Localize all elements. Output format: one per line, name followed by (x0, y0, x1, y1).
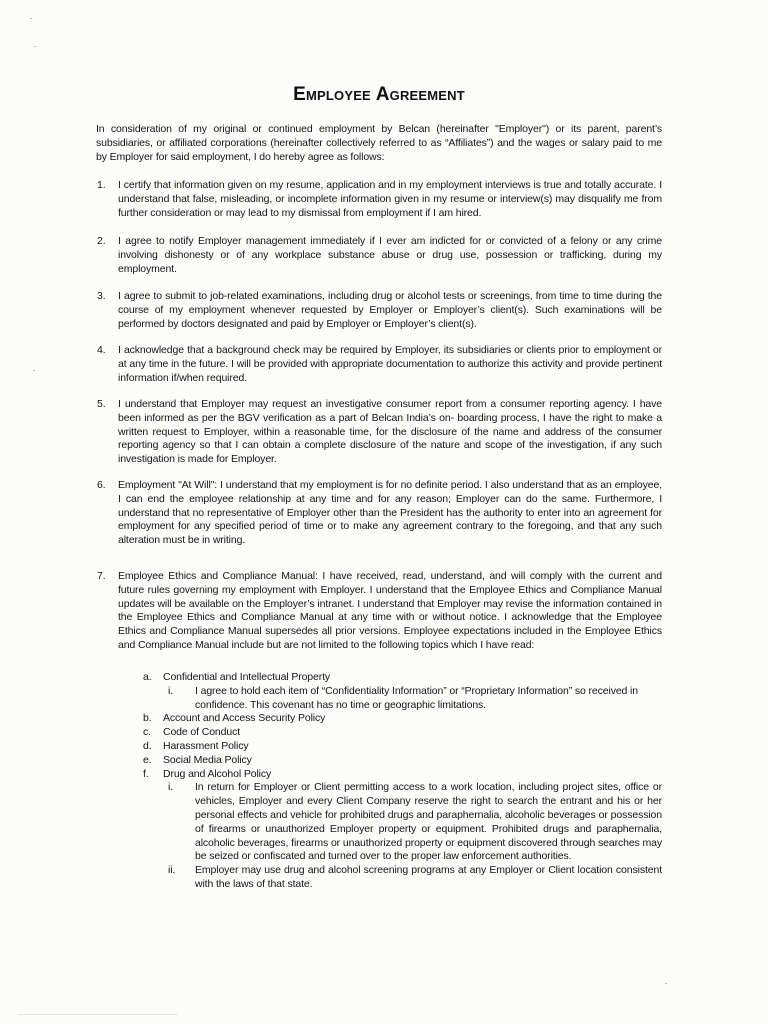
topic-label: Social Media Policy (163, 753, 252, 766)
item-text: I understand that Employer may request an investigative consumer report from a consumer reporting agency. I have been informed as per the BGV verification as a part of Belcan India’s on- boarding process, I have the right to make a written request to Employer, within a reasonable time, for the disclosure of the name and address of the consumer reporting agency so that I can obtain a complete disclosure of the nature and scope of the investigation, if any such investigation is made for Employer. (118, 398, 662, 466)
item-number: 4. (97, 344, 106, 356)
subitem (168, 685, 662, 713)
item-text: I agree to submit to job-related examinations, including drug or alcohol tests or screenings, from time to time during the course of my employment whenever requested by Employer or Employer’s client(s). Such examinations will be performed by doctors designated and paid by Employer or Employer’s client(s). (118, 290, 662, 330)
item-number: 3. (97, 290, 106, 302)
subitem-text: In return for Employer or Client permitting access to a work location, including project sites, office or vehicles, Employer and every Client Company reserve the right to search the entrant and his or her personal effects and vehicle for prohibited drugs and paraphernalia, alcoholic beverages or possession of firearms or unauthorized Employer property or equipment. Prohibited drugs and paraphernalia, alcoholic beverages, firearms or unauthorized property or equipment discovered through searches may be seized or confiscated and turned over to the proper law enforcement authorities. (195, 781, 662, 863)
subitem-numeral: i. (168, 684, 174, 697)
topic-letter: d. (143, 739, 152, 752)
topic-letter: b. (143, 712, 152, 725)
scan-speck (665, 983, 667, 984)
item-text: I certify that information given on my resume, application and in my employment interviews is true and totally accurate. I understand that false, misleading, or incomplete information given in my resume or interview(s) may disqualify me from further consideration or may lead to my dismissal from employment if I am hired. (118, 179, 662, 219)
topic-letter: c. (143, 726, 151, 739)
item-number: 6. (97, 479, 106, 491)
topic-item (143, 712, 662, 726)
item-number: 2. (97, 235, 106, 247)
agreement-item (97, 179, 662, 220)
subitem (168, 864, 662, 892)
agreement-item (97, 290, 662, 331)
topic-label: Code of Conduct (163, 726, 241, 739)
agreement-item (97, 570, 662, 653)
agreement-item (97, 479, 662, 548)
topic-list (143, 671, 662, 892)
topic-item (143, 754, 662, 768)
subitem-text: Employer may use drug and alcohol screening programs at any Employer or Client location consistent with the laws of that state. (195, 864, 662, 890)
item-number: 1. (97, 179, 106, 191)
topic-label: Drug and Alcohol Policy (163, 767, 272, 780)
subitem-numeral: ii. (168, 864, 176, 877)
document-title: Employee Agreement (293, 84, 465, 105)
topic-letter: a. (143, 671, 152, 683)
item-text: Employee Ethics and Compliance Manual: I have received, read, understand, and will comply with the current and future rules governing my employment with Employer. I understand that the Employee Ethics and Compliance Manual updates will be available on the Employer’s intranet. I understand that Employer may revise the information contained in the Employee Ethics and Compliance Manual at any time with or without notice. I acknowledge that the Employee Ethics and Compliance Manual supersedes all prior versions. Employee expectations included in the Employee Ethics and Compliance Manual include but are not limited to the following topics which I have read: (118, 570, 662, 651)
subitem-text: I agree to hold each item of “Confidentiality Information” or “Proprietary Information” so received in confidence. This covenant has no time or geographic limitations. (195, 684, 638, 711)
item-number: 5. (97, 398, 106, 410)
topic-letter: e. (143, 753, 152, 766)
topic-item (143, 726, 662, 740)
item-text: Employment "At Will": I understand that my employment is for no definite period. I also understand that as an employee, I can end the employee relationship at any time and for any reason; Employer can do the same. Furthermore, I understand that no representative of Employer other than the President has the authority to enter into an agreement for employment for any specified period of time or to make any agreement contrary to the foregoing, and that any such alteration must be in writing. (118, 479, 662, 547)
agreement-item (97, 235, 662, 276)
subitem (168, 781, 662, 864)
topic-letter: f. (143, 767, 149, 780)
intro-paragraph: In consideration of my original or continued employment by Belcan (hereinafter "Employer") or its parent, parent’s subsidiaries, or affiliated corporations (hereinafter collectively referred to as “Affiliates”) and the wages or salary paid to me by Employer for said employment, I do hereby agree as follows: (96, 123, 662, 163)
item-text: I agree to notify Employer management immediately if I ever am indicted for or convicted of a felony or any crime involving dishonesty or of any workplace substance abuse or drug use, possession or trafficking, during my employment. (118, 235, 662, 275)
item-number: 7. (97, 570, 106, 582)
scan-edge-line (18, 1014, 178, 1015)
agreement-item (97, 398, 662, 467)
scan-speck (33, 370, 35, 371)
topic-item (143, 740, 662, 754)
topic-label: Harassment Policy (163, 739, 249, 752)
topic-item (143, 671, 662, 685)
item-text: I acknowledge that a background check may be required by Employer, its subsidiaries or clients prior to employment or at any time in the future. I will be provided with appropriate documentation to authorize this activity and provide pertinent information if/when required. (118, 344, 662, 384)
subitem-numeral: i. (168, 781, 174, 794)
topic-label: Confidential and Intellectual Property (163, 671, 331, 683)
scan-speck (34, 46, 36, 47)
topic-item (143, 768, 662, 782)
scan-speck (30, 18, 32, 19)
agreement-item (97, 344, 662, 385)
topic-label: Account and Access Security Policy (163, 712, 326, 725)
